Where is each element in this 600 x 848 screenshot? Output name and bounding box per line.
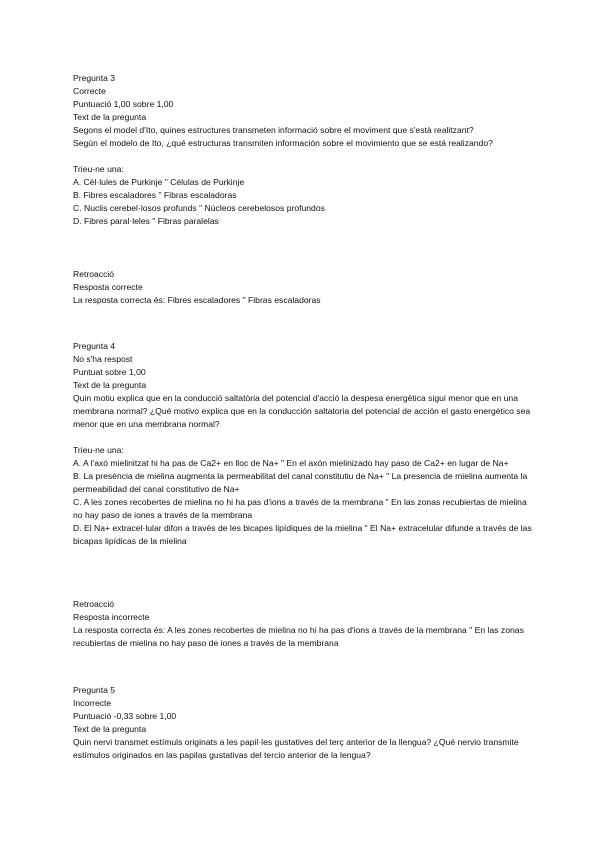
answer-option-b[interactable]: B. Fibres escaladores " Fibras escaladoras: [73, 190, 237, 200]
answer-option-d[interactable]: D. Fibres paral·leles " Fibras paralelas: [73, 216, 219, 226]
question-5: [73, 684, 533, 762]
feedback-label: Retroacció: [73, 269, 115, 279]
feedback-label: Retroacció: [73, 599, 115, 609]
answer-option-c[interactable]: C. Nuclis cerebel·losos profunds " Núcleos cerebelosos profundos: [73, 203, 325, 213]
question-status: Correcte: [73, 86, 106, 96]
question-4-feedback: [73, 598, 533, 650]
question-score: Puntuat sobre 1,00: [73, 367, 146, 377]
correct-answer: La resposta correcta és: A les zones recobertes de mielina no hi ha pas d'ions a través de la membrana " En las zonas recubiertas de mielina no hay paso de iones a través de la membrana: [73, 625, 524, 648]
question-score: Puntuació -0,33 sobre 1,00: [73, 711, 177, 721]
feedback-status: Resposta incorrecte: [73, 612, 150, 622]
question-3: [73, 72, 533, 228]
question-text-ca: Segons el model d'Ito, quines estructures transmeten informació sobre el moviment que s'està realitzant?: [73, 125, 474, 135]
answer-option-a[interactable]: A. A l'axó mielinitzat hi ha pas de Ca2+ en lloc de Na+ " En el axón mielinizado hay paso de Ca2+ en lugar de Na+: [73, 458, 509, 468]
question-text-label: Text de la pregunta: [73, 112, 147, 122]
question-text-es: Según el modelo de Ito, ¿qué estructuras transmiten información sobre el movimiento que se está realizando?: [73, 138, 493, 148]
question-title: Pregunta 5: [73, 685, 116, 695]
question-title: Pregunta 4: [73, 341, 116, 351]
question-text-label: Text de la pregunta: [73, 380, 147, 390]
question-title: Pregunta 3: [73, 73, 116, 83]
answer-option-d[interactable]: D. El Na+ extracel·lular difon a través de les bicapes lipídiques de la mielina " El Na+ extracelular difunde a través de las bicapas lipídicas de la mielina: [73, 523, 532, 546]
question-score: Puntuació 1,00 sobre 1,00: [73, 99, 174, 109]
question-4: [73, 340, 533, 548]
question-status: No s'ha respost: [73, 354, 133, 364]
correct-answer: La resposta correcta és: Fibres escaladores " Fibras escaladoras: [73, 295, 321, 305]
question-text: Quin motiu explica que en la conducció saltatòria del potencial d'acció la despesa energètica sigui menor que en una membrana normal? ¿Qué motivo explica que en la conducción saltatoria del potencial de acción el gasto energético sea menor que en una membrana normal?: [73, 393, 531, 429]
answer-option-b[interactable]: B. La presència de mielina augmenta la permeabilitat del canal constitutiu de Na+ " La presencia de mielina aumenta la permeabilidad del canal constitutivo de Na+: [73, 471, 528, 494]
question-3-feedback: [73, 268, 533, 307]
question-text: Quin nervi transmet estímuls originats a les papil·les gustatives del terç anterior de la llengua? ¿Qué nervio transmite estímulos originados en las papilas gustativas del tercio anterior de la lengua?: [73, 737, 519, 760]
question-text-label: Text de la pregunta: [73, 724, 147, 734]
choose-label: Trieu-ne una:: [73, 445, 124, 455]
question-status: Incorrecte: [73, 698, 112, 708]
answer-option-a[interactable]: A. Cèl·lules de Purkinje " Células de Purkinje: [73, 177, 245, 187]
feedback-status: Resposta correcte: [73, 282, 143, 292]
answer-option-c[interactable]: C. A les zones recobertes de mielina no hi ha pas d'ions a través de la membrana " En las zonas recubiertas de mielina no hay paso de iones a través de la membrana: [73, 497, 527, 520]
choose-label: Trieu-ne una:: [73, 164, 124, 174]
